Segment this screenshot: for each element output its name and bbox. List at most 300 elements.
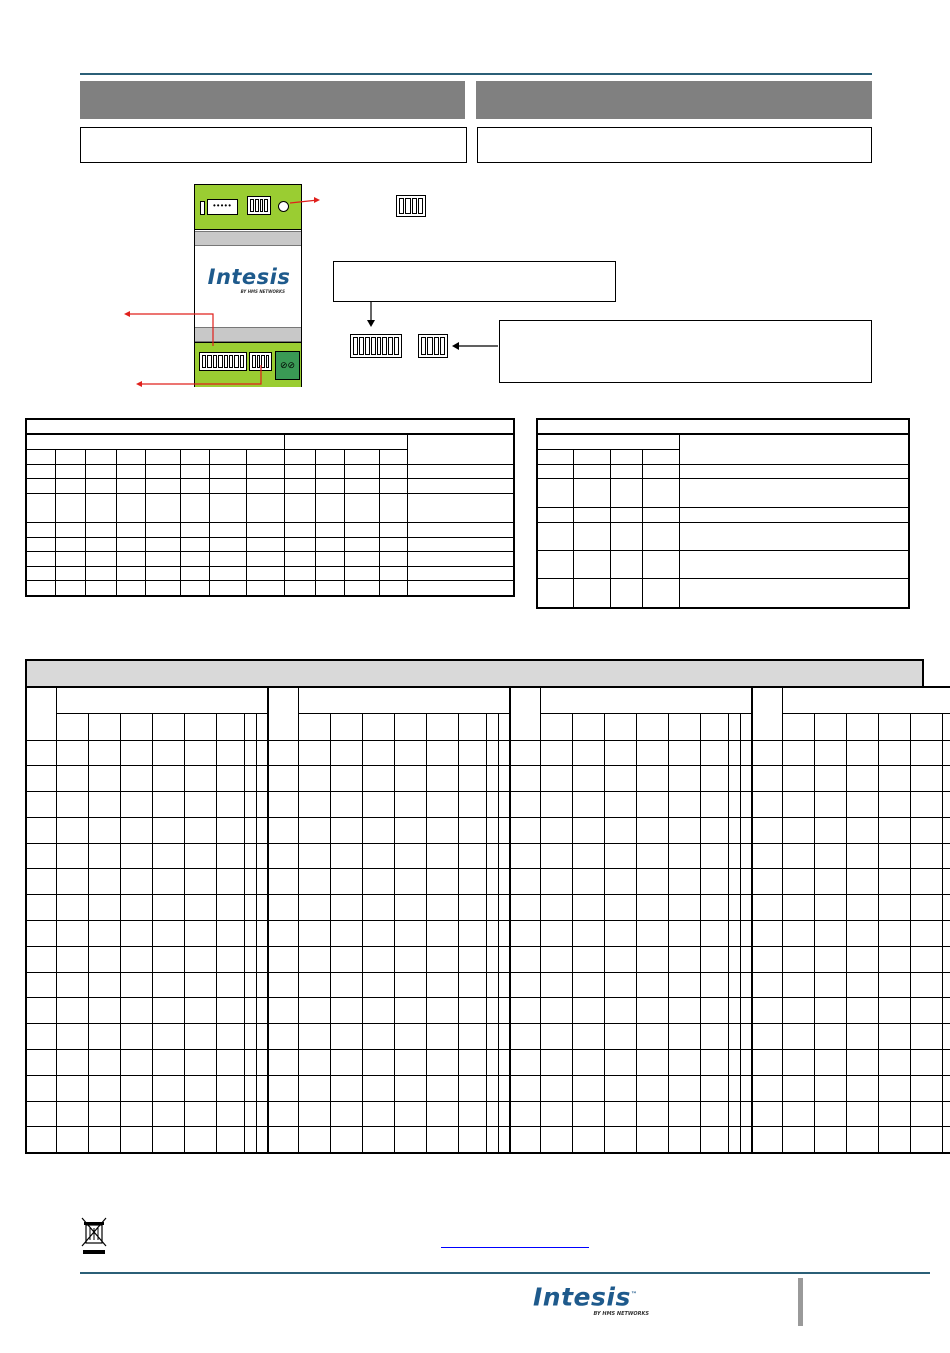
address-table-cell	[782, 946, 814, 972]
address-bit-header	[486, 713, 498, 740]
address-table-cell	[426, 1075, 458, 1101]
address-table-cell	[268, 998, 298, 1024]
address-table-cell	[362, 998, 394, 1024]
address-table-cell	[244, 946, 256, 972]
footer-logo-text: Intesis	[533, 1282, 631, 1312]
address-table-cell	[330, 895, 362, 921]
address-table-cell	[498, 1075, 510, 1101]
address-table-cell	[120, 817, 152, 843]
address-table-cell	[298, 921, 330, 947]
address-table-cell	[458, 869, 486, 895]
address-table-cell	[244, 1024, 256, 1050]
address-table-cell	[362, 817, 394, 843]
address-table-cell	[728, 766, 740, 792]
address-table-cell	[216, 766, 244, 792]
address-table-cell	[636, 792, 668, 818]
address-bit-header	[184, 713, 216, 740]
address-table-cell	[910, 895, 942, 921]
address-table-cell	[216, 1101, 244, 1127]
address-bit-header	[700, 713, 728, 740]
address-table-cell	[26, 740, 56, 766]
address-table-cell	[298, 972, 330, 998]
address-table-cell	[540, 972, 572, 998]
address-table-cell	[458, 998, 486, 1024]
address-table-cell	[486, 792, 498, 818]
address-table-cell	[458, 766, 486, 792]
address-table-cell	[298, 740, 330, 766]
address-table-cell	[498, 869, 510, 895]
address-table-cell	[88, 1050, 120, 1076]
address-table-cell	[572, 1127, 604, 1153]
address-table-cell	[184, 869, 216, 895]
address-table-cell	[728, 869, 740, 895]
address-table-cell	[362, 869, 394, 895]
address-table-cell	[540, 843, 572, 869]
address-table-cell	[256, 792, 268, 818]
address-table-cell	[700, 895, 728, 921]
address-table-cell	[268, 869, 298, 895]
address-table-cell	[362, 1101, 394, 1127]
address-table-cell	[814, 895, 846, 921]
address-table-cell	[752, 998, 782, 1024]
address-table-cell	[120, 1101, 152, 1127]
address-table-cell	[942, 921, 950, 947]
address-table-cell	[668, 1101, 700, 1127]
address-table-cell	[540, 817, 572, 843]
address-table-cell	[728, 740, 740, 766]
address-table-cell	[878, 895, 910, 921]
address-table-cell	[572, 1101, 604, 1127]
address-table-row	[26, 792, 950, 818]
address-table-cell	[120, 998, 152, 1024]
address-table-cell	[184, 792, 216, 818]
address-table-cell	[244, 792, 256, 818]
address-table-cell	[636, 1075, 668, 1101]
address-table-cell	[846, 972, 878, 998]
address-table-cell	[152, 998, 184, 1024]
address-table-cell	[540, 766, 572, 792]
address-table-cell	[636, 1127, 668, 1153]
address-table-cell	[728, 998, 740, 1024]
address-table-cell	[256, 817, 268, 843]
address-table-row	[26, 921, 950, 947]
address-table-cell	[510, 1127, 540, 1153]
address-table-cell	[362, 1050, 394, 1076]
address-table-cell	[636, 1050, 668, 1076]
address-table-row	[26, 1050, 950, 1076]
address-table-cell	[540, 1075, 572, 1101]
address-table-cell	[878, 792, 910, 818]
dip-icon-8	[350, 334, 402, 358]
address-table-cell	[486, 895, 498, 921]
address-bit-header	[120, 713, 152, 740]
address-table-cell	[782, 1101, 814, 1127]
address-table-cell	[458, 972, 486, 998]
address-table-cell	[700, 843, 728, 869]
address-table-cell	[244, 895, 256, 921]
weee-bin-icon	[80, 1216, 110, 1256]
address-table-cell	[26, 946, 56, 972]
address-table-cell	[298, 1101, 330, 1127]
address-table-cell	[782, 766, 814, 792]
address-table-cell	[458, 1127, 486, 1153]
address-table-cell	[88, 792, 120, 818]
address-table-cell	[498, 740, 510, 766]
address-table-cell	[846, 1101, 878, 1127]
usb-connector: •••••	[207, 199, 238, 215]
address-table-cell	[26, 1101, 56, 1127]
address-table-cell	[814, 1024, 846, 1050]
address-table-cell	[782, 740, 814, 766]
address-table-cell	[426, 998, 458, 1024]
address-table-cell	[244, 1127, 256, 1153]
address-table-cell	[256, 1024, 268, 1050]
address-table-cell	[256, 998, 268, 1024]
address-table-cell	[458, 895, 486, 921]
address-table-cell	[814, 843, 846, 869]
address-table-cell	[668, 817, 700, 843]
address-bit-header	[782, 713, 814, 740]
address-table-cell	[394, 1127, 426, 1153]
address-table-cell	[728, 1024, 740, 1050]
address-table-cell	[330, 792, 362, 818]
address-table-cell	[540, 792, 572, 818]
address-table-cell	[268, 972, 298, 998]
address-table-cell	[330, 817, 362, 843]
address-bit-header	[878, 713, 910, 740]
address-table-cell	[572, 1075, 604, 1101]
address-table-cell	[88, 1127, 120, 1153]
address-table-cell	[298, 1024, 330, 1050]
address-table-cell	[120, 921, 152, 947]
address-table-cell	[740, 998, 752, 1024]
address-table-cell	[244, 869, 256, 895]
address-table-cell	[572, 895, 604, 921]
address-table-cell	[604, 1050, 636, 1076]
address-table-cell	[752, 946, 782, 972]
address-table-cell	[604, 1075, 636, 1101]
address-table-cell	[846, 869, 878, 895]
address-table-cell	[782, 972, 814, 998]
address-table-row	[26, 1101, 950, 1127]
address-table-cell	[256, 1050, 268, 1076]
address-table-cell	[668, 972, 700, 998]
address-table-subheader-row	[26, 713, 950, 740]
address-table-cell	[604, 1024, 636, 1050]
address-table-cell	[244, 817, 256, 843]
address-table-cell	[740, 792, 752, 818]
address-table-cell	[244, 1101, 256, 1127]
address-table-cell	[330, 1075, 362, 1101]
address-table-cell	[120, 1075, 152, 1101]
address-table-cell	[120, 843, 152, 869]
address-table-cell	[216, 1050, 244, 1076]
address-table-cell	[56, 972, 88, 998]
address-table-cell	[152, 1127, 184, 1153]
address-table-cell	[268, 766, 298, 792]
address-table-cell	[152, 766, 184, 792]
address-table-cell	[486, 1101, 498, 1127]
address-table-cell	[120, 946, 152, 972]
address-table-cell	[184, 1101, 216, 1127]
address-table-cell	[910, 1127, 942, 1153]
address-table-cell	[216, 895, 244, 921]
address-table-cell	[728, 843, 740, 869]
address-table-cell	[268, 1024, 298, 1050]
address-table-cell	[152, 1101, 184, 1127]
address-table-cell	[56, 843, 88, 869]
address-block-group-header	[298, 687, 510, 713]
address-table-cell	[782, 1050, 814, 1076]
address-table-cell	[846, 843, 878, 869]
address-table-cell	[256, 869, 268, 895]
address-table-cell	[458, 921, 486, 947]
address-table-cell	[728, 946, 740, 972]
address-table-cell	[540, 1024, 572, 1050]
address-table-cell	[244, 972, 256, 998]
address-table-header-row	[26, 687, 950, 713]
address-table-cell	[498, 946, 510, 972]
address-table-cell	[88, 1075, 120, 1101]
address-table-cell	[752, 869, 782, 895]
address-table-cell	[256, 946, 268, 972]
address-table-cell	[56, 740, 88, 766]
address-table-cell	[498, 792, 510, 818]
address-table-cell	[184, 1127, 216, 1153]
address-table-cell	[510, 1101, 540, 1127]
address-table-cell	[878, 921, 910, 947]
address-table-cell	[362, 740, 394, 766]
address-table-cell	[752, 972, 782, 998]
address-table-cell	[486, 972, 498, 998]
address-table-cell	[782, 869, 814, 895]
address-table-cell	[636, 998, 668, 1024]
address-table-cell	[700, 921, 728, 947]
address-table-cell	[152, 1075, 184, 1101]
address-table-cell	[394, 740, 426, 766]
address-table-cell	[268, 817, 298, 843]
address-table-cell	[184, 1075, 216, 1101]
address-table-cell	[458, 1101, 486, 1127]
address-table-cell	[740, 1075, 752, 1101]
address-bit-header	[298, 713, 330, 740]
address-table-cell	[636, 740, 668, 766]
address-table-cell	[878, 817, 910, 843]
address-table-cell	[814, 998, 846, 1024]
address-block-group-header	[540, 687, 752, 713]
address-table-cell	[846, 766, 878, 792]
address-table-cell	[740, 895, 752, 921]
address-table-cell	[752, 740, 782, 766]
address-table-cell	[572, 792, 604, 818]
address-table-cell	[26, 895, 56, 921]
address-table-cell	[668, 895, 700, 921]
address-table-cell	[120, 766, 152, 792]
address-table-cell	[572, 817, 604, 843]
address-table-row	[26, 1127, 950, 1153]
address-table-row	[26, 766, 950, 792]
address-table-cell	[728, 1101, 740, 1127]
address-table-cell	[636, 895, 668, 921]
address-table-cell	[782, 1127, 814, 1153]
address-table-cell	[668, 869, 700, 895]
address-table-cell	[668, 740, 700, 766]
address-table-cell	[88, 843, 120, 869]
address-bit-header	[814, 713, 846, 740]
footer-logo	[533, 1281, 663, 1317]
address-table-cell	[604, 817, 636, 843]
address-table-cell	[668, 946, 700, 972]
address-table-cell	[740, 972, 752, 998]
address-table-cell	[752, 792, 782, 818]
arrow-callout-left	[452, 342, 498, 350]
address-table-cell	[846, 895, 878, 921]
address-table-cell	[184, 895, 216, 921]
address-table-cell	[298, 998, 330, 1024]
address-table-row	[26, 740, 950, 766]
address-bit-header	[942, 713, 950, 740]
address-table-cell	[814, 1127, 846, 1153]
address-table-cell	[486, 921, 498, 947]
address-table-cell	[752, 1127, 782, 1153]
address-table-cell	[814, 1075, 846, 1101]
address-table-cell	[394, 921, 426, 947]
address-table-cell	[942, 1024, 950, 1050]
address-table-cell	[636, 869, 668, 895]
callout-box-upper	[333, 261, 616, 302]
footer-rule	[80, 1272, 930, 1274]
address-table-cell	[330, 972, 362, 998]
address-table-cell	[298, 1127, 330, 1153]
address-table-cell	[330, 998, 362, 1024]
address-table-cell	[298, 792, 330, 818]
address-table-cell	[268, 1127, 298, 1153]
address-table-cell	[814, 972, 846, 998]
address-table-cell	[942, 869, 950, 895]
address-table-row	[26, 946, 950, 972]
address-table-cell	[184, 843, 216, 869]
address-bit-header	[604, 713, 636, 740]
address-block-index-header	[752, 687, 782, 740]
address-table-cell	[846, 1050, 878, 1076]
address-table-cell	[184, 921, 216, 947]
address-table-cell	[700, 1075, 728, 1101]
address-table-cell	[256, 921, 268, 947]
address-table-cell	[268, 740, 298, 766]
address-table-cell	[498, 972, 510, 998]
address-table-cell	[910, 843, 942, 869]
address-table-cell	[362, 895, 394, 921]
address-table-cell	[458, 946, 486, 972]
address-table-cell	[268, 895, 298, 921]
address-table-cell	[298, 895, 330, 921]
address-table-cell	[26, 1075, 56, 1101]
address-table-cell	[814, 1101, 846, 1127]
address-table-cell	[184, 1050, 216, 1076]
address-table-cell	[362, 946, 394, 972]
address-table-row	[26, 972, 950, 998]
address-table-cell	[942, 946, 950, 972]
address-table-cell	[540, 1050, 572, 1076]
footer-link-underline[interactable]	[441, 1247, 589, 1248]
address-table-cell	[56, 817, 88, 843]
address-table-cell	[216, 817, 244, 843]
address-table-cell	[56, 792, 88, 818]
address-table-cell	[426, 1050, 458, 1076]
address-table-cell	[26, 766, 56, 792]
address-table-cell	[216, 843, 244, 869]
address-bit-header	[740, 713, 752, 740]
address-table-cell	[268, 1101, 298, 1127]
address-table-cell	[510, 817, 540, 843]
address-table-cell	[942, 740, 950, 766]
address-table-cell	[636, 843, 668, 869]
address-table-cell	[740, 766, 752, 792]
address-table-cell	[510, 766, 540, 792]
address-bit-header	[152, 713, 184, 740]
address-table-cell	[604, 895, 636, 921]
address-table-cell	[878, 998, 910, 1024]
address-table-cell	[740, 921, 752, 947]
address-table-cell	[486, 869, 498, 895]
address-table-cell	[394, 792, 426, 818]
address-table-cell	[426, 766, 458, 792]
address-table-cell	[728, 792, 740, 818]
address-table-cell	[572, 998, 604, 1024]
address-table-cell	[216, 1024, 244, 1050]
address-table-cell	[498, 1024, 510, 1050]
address-table-cell	[216, 1127, 244, 1153]
dip-icon-4	[418, 334, 448, 358]
address-table-cell	[604, 1127, 636, 1153]
address-table-cell	[510, 869, 540, 895]
address-table-cell	[394, 895, 426, 921]
address-table-cell	[510, 1050, 540, 1076]
address-table-cell	[26, 792, 56, 818]
address-table-cell	[814, 817, 846, 843]
address-table-cell	[942, 998, 950, 1024]
address-table-cell	[782, 1075, 814, 1101]
address-table-cell	[362, 792, 394, 818]
address-table-cell	[394, 817, 426, 843]
address-table-cell	[636, 1101, 668, 1127]
address-table-cell	[426, 921, 458, 947]
address-table-row	[26, 817, 950, 843]
address-table-cell	[362, 843, 394, 869]
address-table-cell	[910, 817, 942, 843]
address-table-cell	[510, 1024, 540, 1050]
address-table-cell	[486, 766, 498, 792]
address-table-cell	[846, 740, 878, 766]
address-table-cell	[394, 946, 426, 972]
address-table-cell	[88, 1024, 120, 1050]
address-table-cell	[878, 1075, 910, 1101]
address-table-cell	[636, 1024, 668, 1050]
address-table-cell	[942, 1101, 950, 1127]
address-table-cell	[604, 972, 636, 998]
address-bit-header	[668, 713, 700, 740]
address-table-cell	[244, 921, 256, 947]
arrow-top-right	[290, 197, 320, 203]
address-table-cell	[256, 1127, 268, 1153]
terminal-block: ⊘⊘	[275, 351, 300, 380]
address-table-cell	[56, 869, 88, 895]
address-table-cell	[268, 1075, 298, 1101]
address-table-cell	[26, 843, 56, 869]
address-table-cell	[120, 972, 152, 998]
address-table-cell	[728, 1075, 740, 1101]
callout-box-lower	[499, 320, 872, 383]
